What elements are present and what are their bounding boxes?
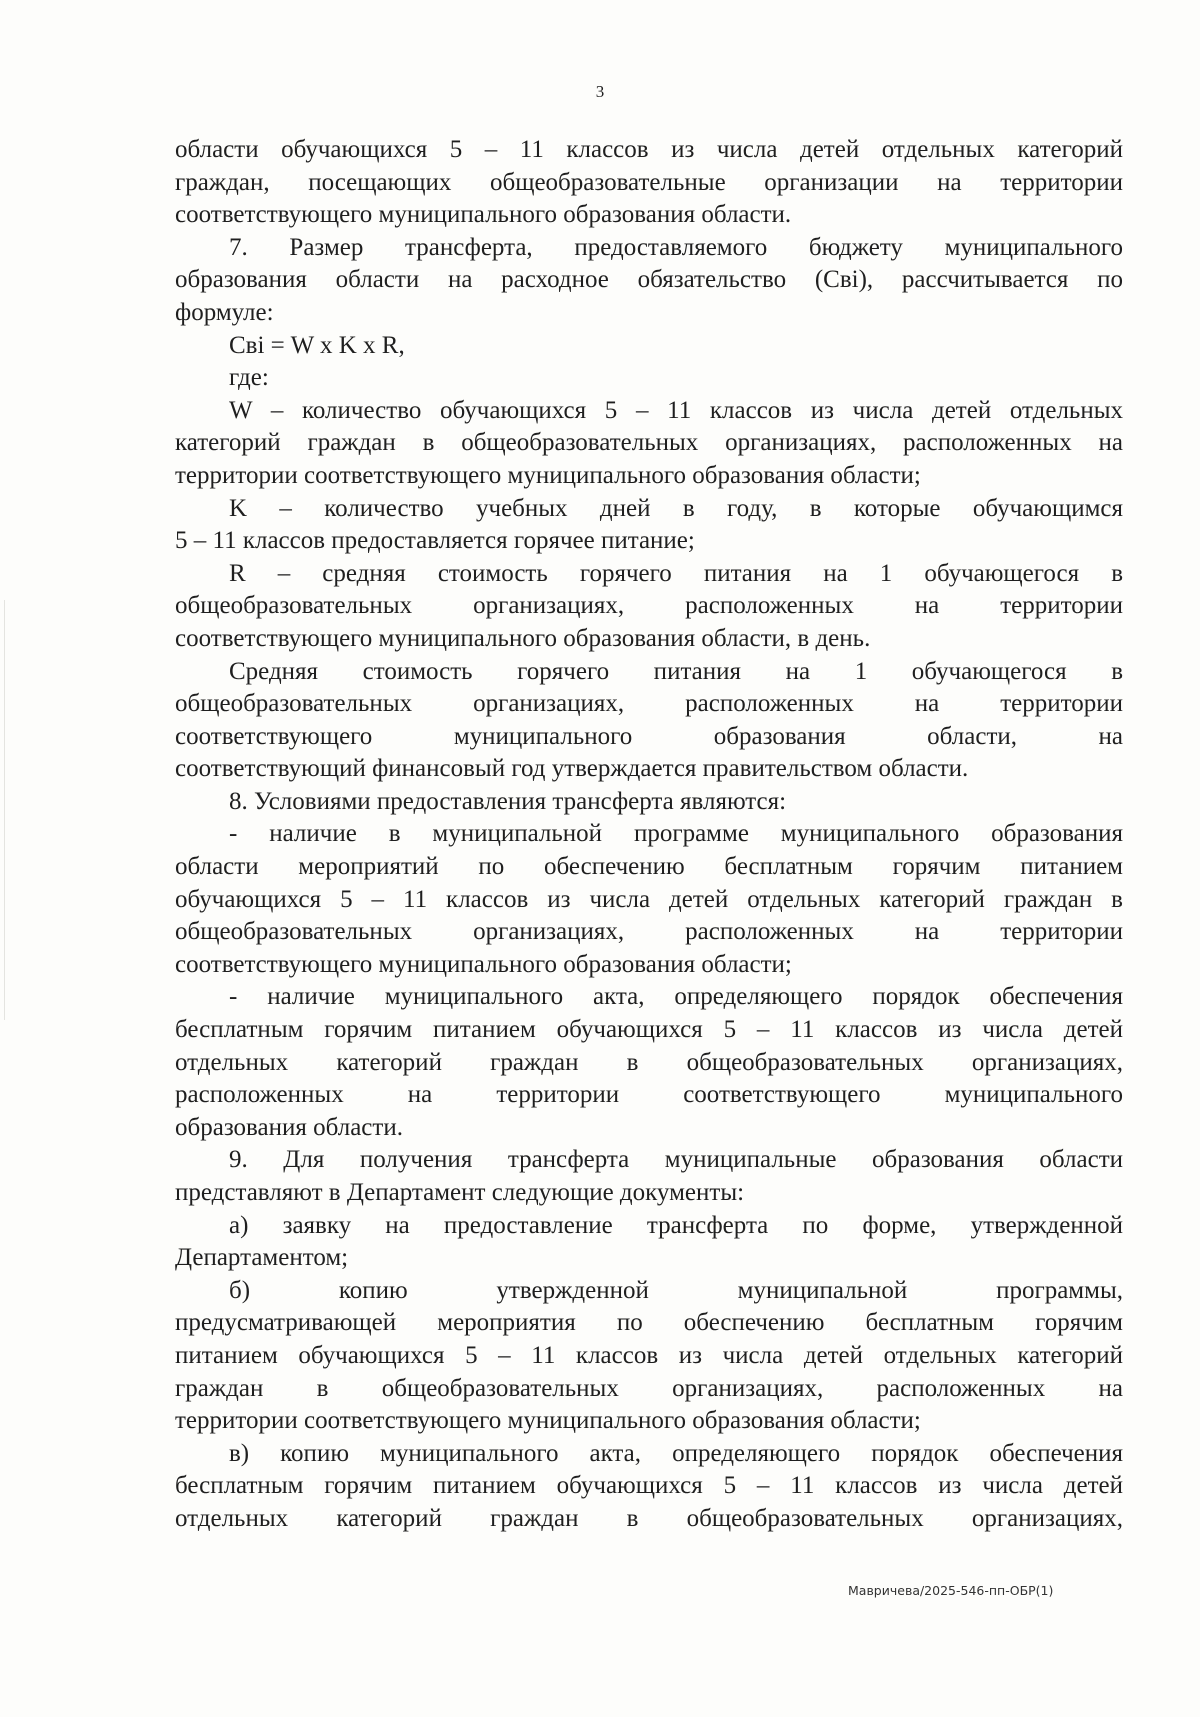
text-line: соответствующего муниципального образования области; — [175, 950, 792, 978]
text-line: категорий граждан в общеобразовательных организациях, расположенных на — [175, 429, 1123, 457]
document-registration-code: Мавричева/2025-546-пп-ОБР(1) — [848, 1583, 1054, 1598]
text-line: соответствующего муниципального образования области, в день. — [175, 624, 871, 652]
text-line: отдельных категорий граждан в общеобразовательных организациях, — [175, 1504, 1123, 1532]
text-line: формуле: — [175, 298, 274, 326]
text-line: образования области. — [175, 1113, 403, 1141]
text-line: расположенных на территории соответствующего муниципального — [175, 1081, 1123, 1109]
document-body-text — [175, 134, 1123, 1536]
text-line: области обучающихся 5 – 11 классов из числа детей отдельных категорий — [175, 136, 1123, 163]
text-line: питанием обучающихся 5 – 11 классов из числа детей отдельных категорий — [175, 1341, 1123, 1369]
text-line: бесплатным горячим питанием обучающихся 5 – 11 классов из числа детей — [175, 1472, 1123, 1500]
text-line: в) копию муниципального акта, определяющего порядок обеспечения — [229, 1439, 1123, 1467]
text-line: бесплатным горячим питанием обучающихся 5 – 11 классов из числа детей — [175, 1016, 1123, 1044]
text-line: K – количество учебных дней в году, в которые обучающимся — [229, 494, 1123, 522]
text-line: а) заявку на предоставление трансферта по форме, утвержденной — [229, 1211, 1123, 1239]
text-line: - наличие в муниципальной программе муниципального образования — [229, 820, 1123, 848]
text-line: граждан, посещающих общеобразовательные организации на территории — [175, 168, 1123, 196]
text-line: Средняя стоимость горячего питания на 1 обучающегося в — [229, 657, 1123, 685]
text-line: R – средняя стоимость горячего питания на 1 обучающегося в — [229, 559, 1123, 587]
text-line: общеобразовательных организациях, расположенных на территории — [175, 690, 1123, 718]
text-line: области мероприятий по обеспечению бесплатным горячим питанием — [175, 853, 1123, 881]
text-line: Cвi = W x K x R, — [229, 331, 405, 359]
text-line: предусматривающей мероприятия по обеспечению бесплатным горячим — [175, 1309, 1123, 1337]
text-line: - наличие муниципального акта, определяющего порядок обеспечения — [229, 983, 1123, 1011]
text-line: территории соответствующего муниципального образования области; — [175, 1407, 921, 1435]
text-line: обучающихся 5 – 11 классов из числа детей отдельных категорий граждан в — [175, 885, 1123, 913]
text-line: соответствующего муниципального образования области, на — [175, 722, 1123, 750]
text-line: Департаментом; — [175, 1244, 349, 1272]
text-line: 8. Условиями предоставления трансферта являются: — [229, 787, 787, 815]
text-line: общеобразовательных организациях, расположенных на территории — [175, 592, 1123, 620]
text-line: представляют в Департамент следующие документы: — [175, 1179, 745, 1206]
scan-edge-mark — [4, 600, 5, 1020]
text-line: территории соответствующего муниципального образования области; — [175, 461, 921, 489]
page-number: 3 — [595, 82, 605, 101]
text-line: соответствующего муниципального образования области. — [175, 201, 792, 229]
text-line: отдельных категорий граждан в общеобразовательных организациях, — [175, 1048, 1123, 1076]
text-line: W – количество обучающихся 5 – 11 классов из числа детей отдельных — [229, 396, 1123, 424]
text-line: 9. Для получения трансферта муниципальные образования области — [229, 1146, 1123, 1174]
text-line: б) копию утвержденной муниципальной программы, — [229, 1276, 1123, 1304]
text-line: где: — [229, 364, 269, 392]
text-line: граждан в общеобразовательных организациях, расположенных на — [175, 1374, 1123, 1402]
text-line: соответствующий финансовый год утверждается правительством области. — [175, 755, 969, 783]
text-line: 7. Размер трансферта, предоставляемого бюджету муниципального — [229, 233, 1123, 261]
text-line: общеобразовательных организациях, расположенных на территории — [175, 918, 1123, 946]
text-line: образования области на расходное обязательство (Cвi), рассчитывается по — [175, 266, 1123, 294]
text-line: 5 – 11 классов предоставляется горячее питание; — [175, 527, 695, 555]
